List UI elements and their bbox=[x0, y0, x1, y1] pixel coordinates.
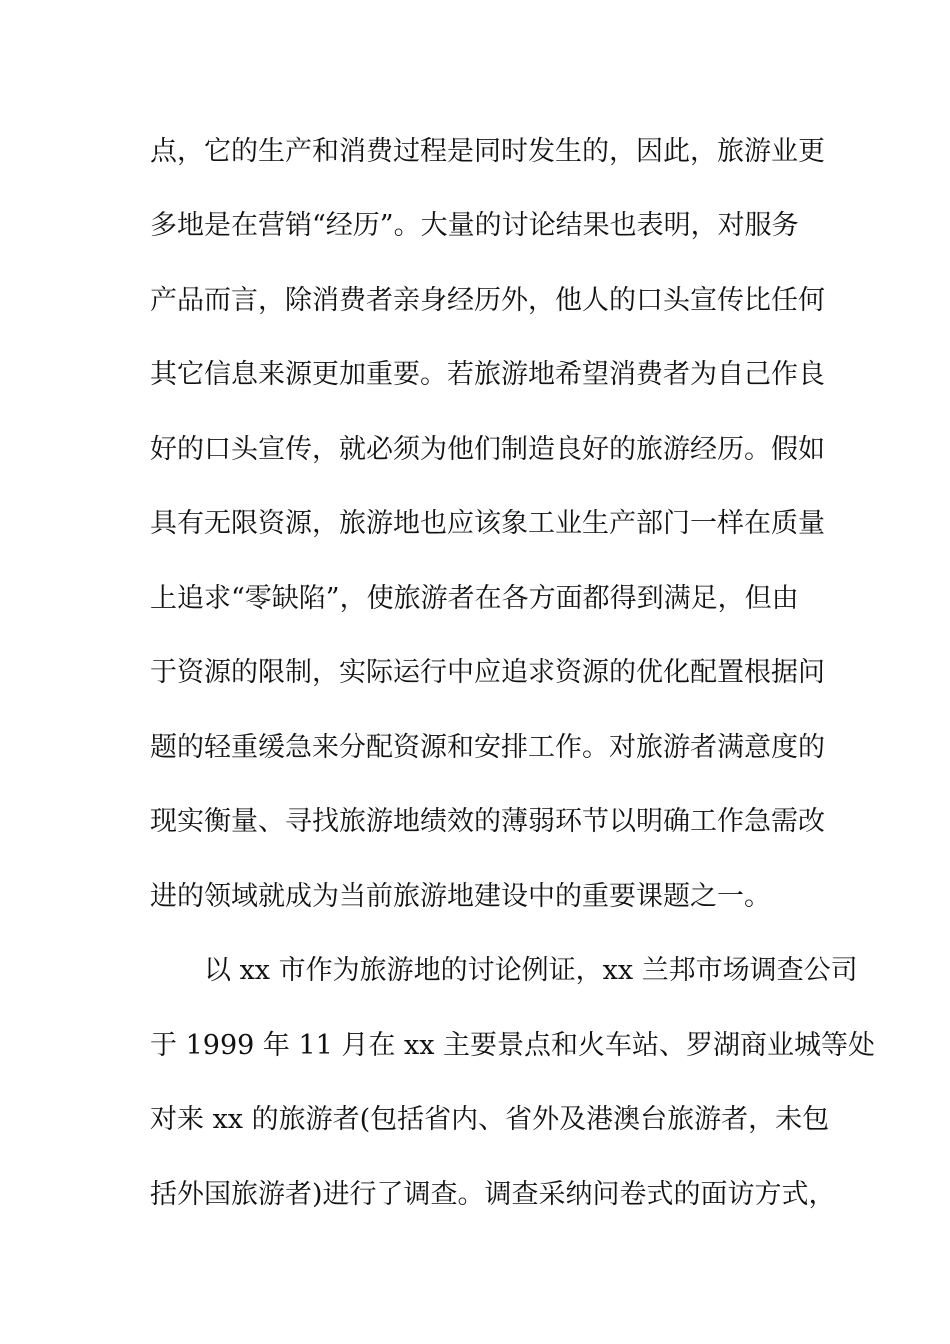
paragraph-1-line-5: 好的口头宣传，就必须为他们制造良好的旅游经历。假如 bbox=[150, 434, 825, 465]
paragraph-1-line-3: 产品而言，除消费者亲身经历外，他人的口头宣传比任何 bbox=[150, 285, 825, 316]
paragraph-1-line-7: 上追求“零缺陷”，使旅游者在各方面都得到满足，但由 bbox=[150, 583, 799, 614]
paragraph-1-line-10: 现实衡量、寻找旅游地绩效的薄弱环节以明确工作急需改 bbox=[150, 806, 825, 837]
paragraph-2-line-4: 括外国旅游者)进行了调查。调查采纳问卷式的面访方式， bbox=[150, 1179, 836, 1210]
paragraph-1-line-4: 其它信息来源更加重要。若旅游地希望消费者为自己作良 bbox=[150, 359, 825, 390]
paragraph-1-line-6: 具有无限资源，旅游地也应该象工业生产部门一样在质量 bbox=[150, 508, 825, 539]
paragraph-2-line-2: 于 1999 年 11 月在 xx 主要景点和火车站、罗湖商业城等处 bbox=[150, 1030, 876, 1061]
paragraph-2-line-1: 以 xx 市作为旅游地的讨论例证，xx 兰邦市场调查公司 bbox=[204, 955, 858, 986]
paragraph-1-line-9: 题的轻重缓急来分配资源和安排工作。对旅游者满意度的 bbox=[150, 732, 825, 763]
paragraph-1-line-8: 于资源的限制，实际运行中应追求资源的优化配置根据问 bbox=[150, 657, 825, 688]
paragraph-2-line-3: 对来 xx 的旅游者(包括省内、省外及港澳台旅游者，未包 bbox=[150, 1104, 830, 1135]
paragraph-1-line-2: 多地是在营销“经历”。大量的讨论结果也表明，对服务 bbox=[150, 210, 799, 241]
paragraph-1-line-11: 进的领域就成为当前旅游地建设中的重要课题之一。 bbox=[150, 881, 771, 912]
paragraph-1-line-1: 点，它的生产和消费过程是同时发生的，因此，旅游业更 bbox=[150, 136, 825, 167]
